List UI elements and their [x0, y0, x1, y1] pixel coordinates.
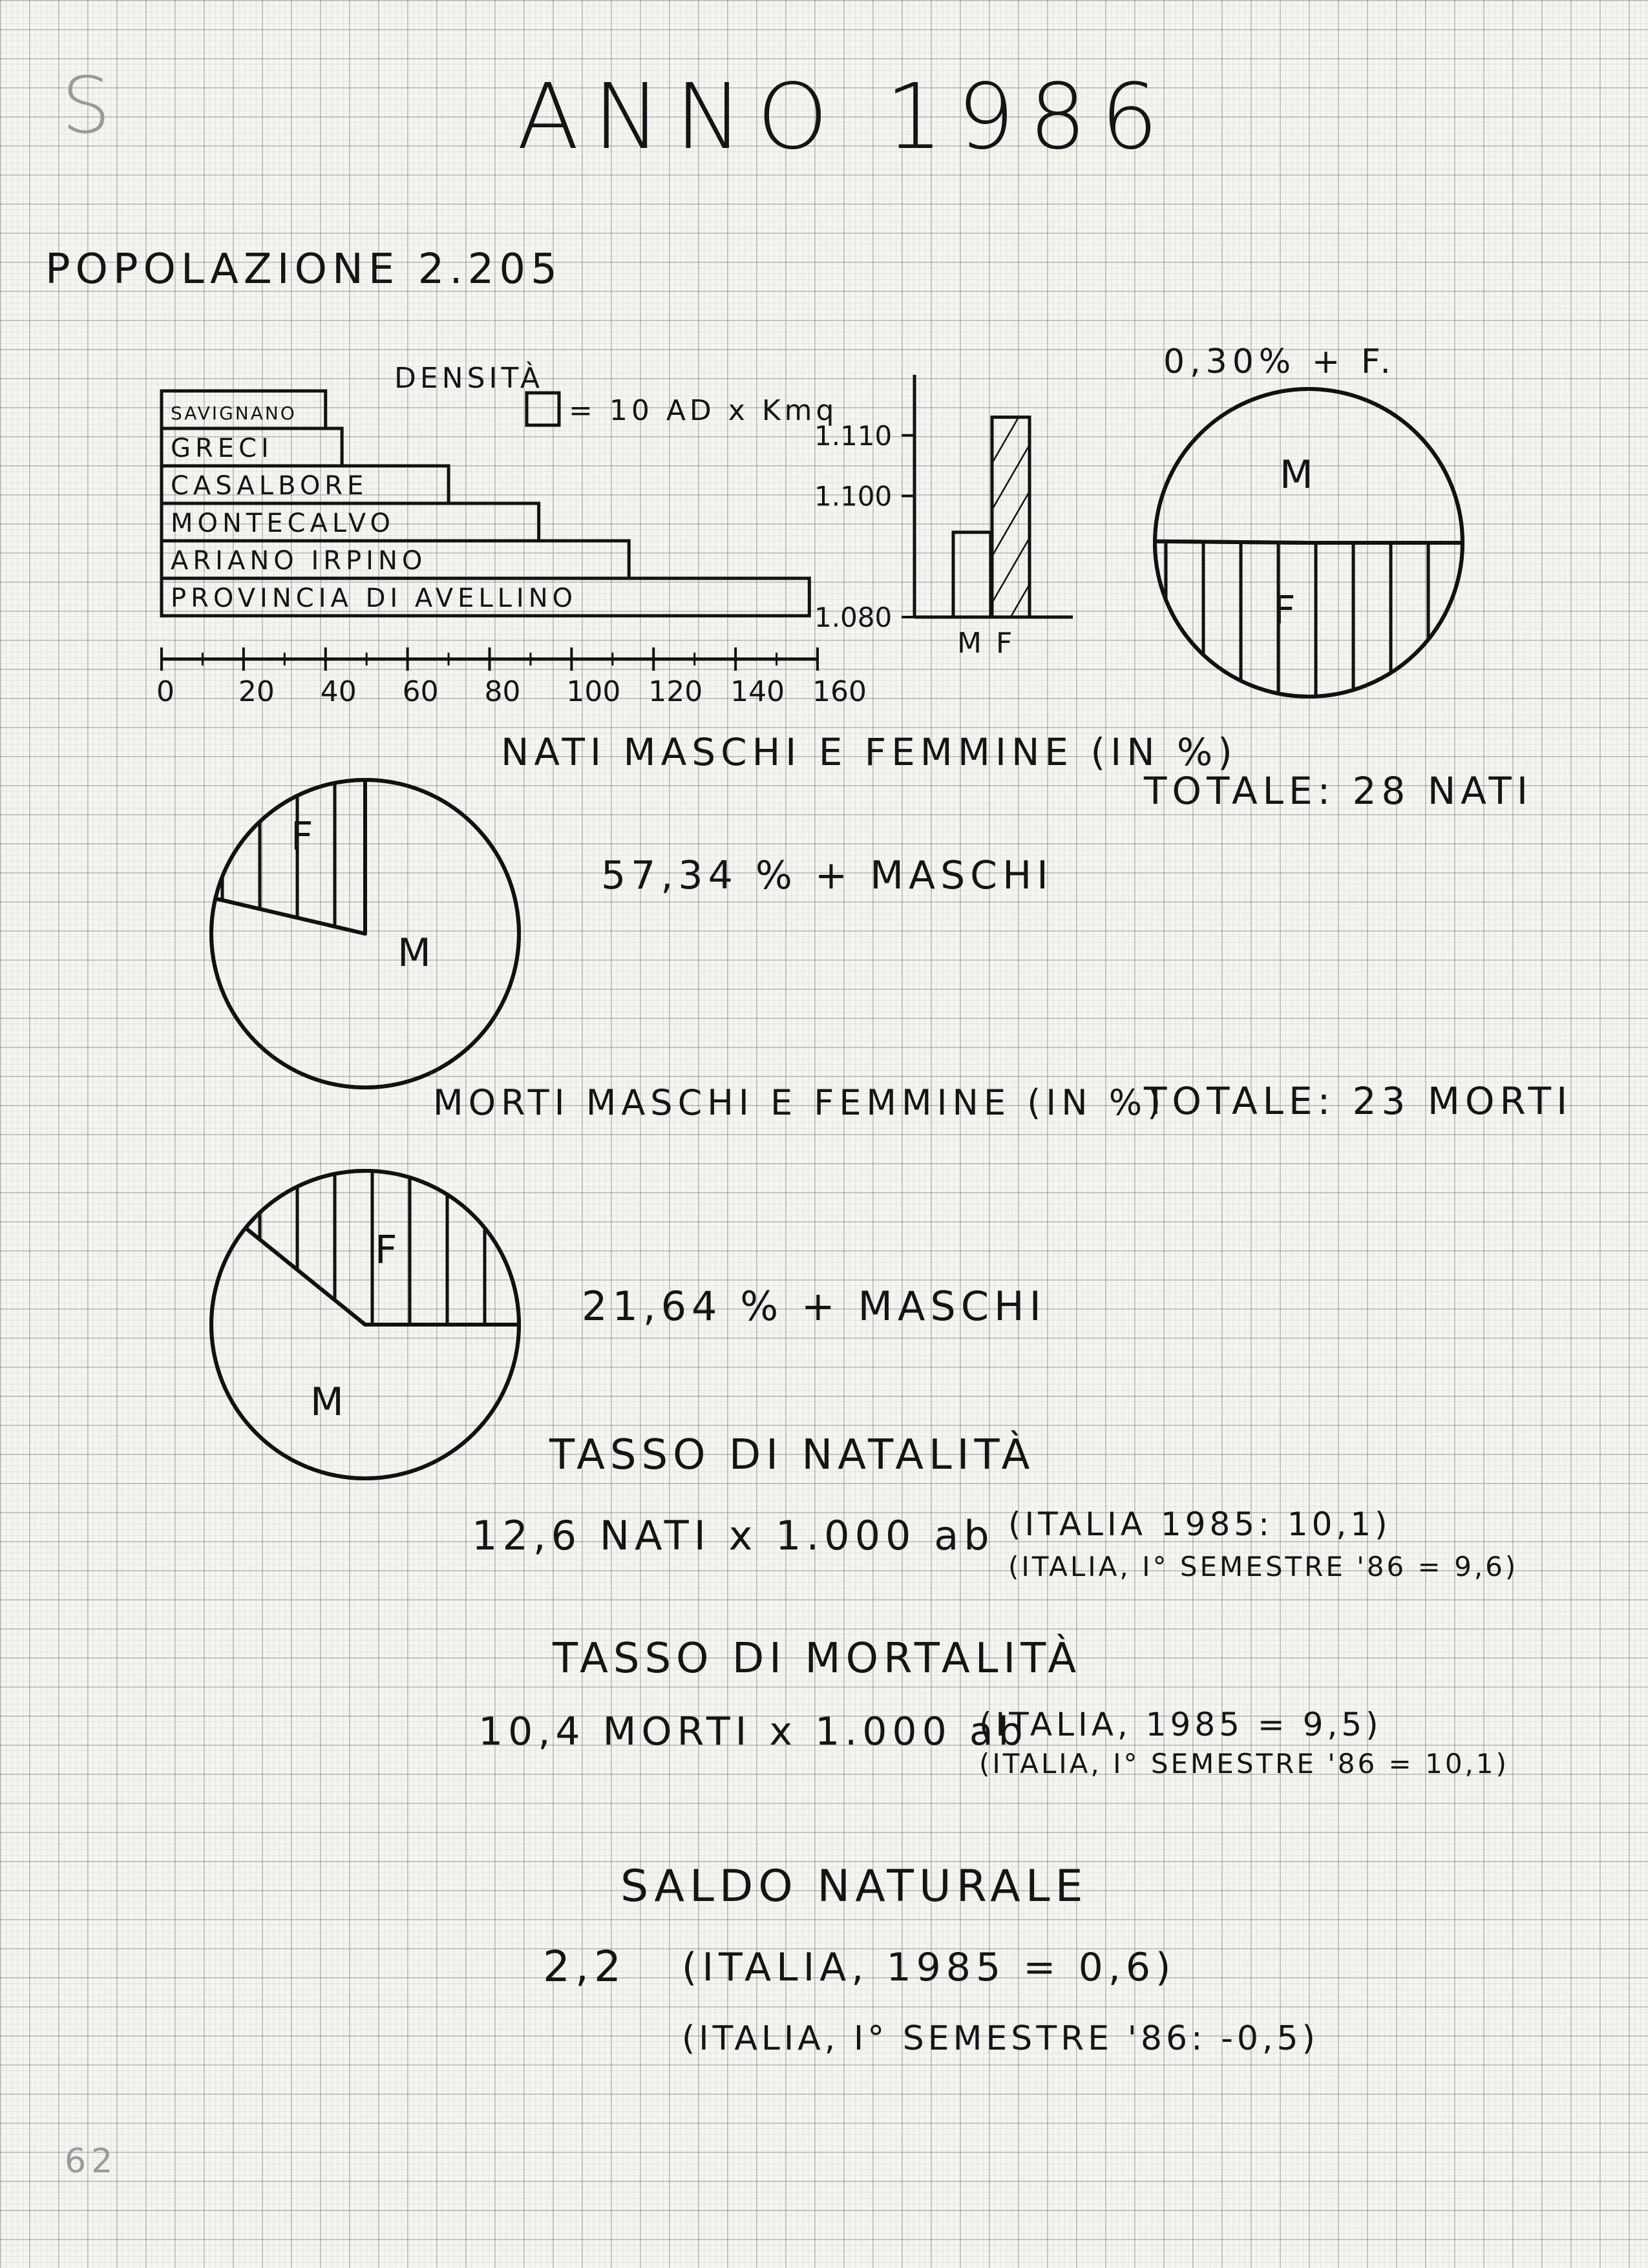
density-tick-label: 80	[484, 675, 521, 708]
density-tick-label: 0	[156, 675, 174, 708]
density-tick-label: 100	[566, 675, 621, 708]
density-bar-label: MONTECALVO	[171, 509, 395, 538]
density-bar-label: GRECI	[171, 434, 273, 463]
pie-label-f: F	[1273, 588, 1296, 633]
births-heading: NATI MASCHI E FEMMINE (IN %)	[501, 730, 1238, 774]
saldo-value: 2,2	[543, 1942, 626, 1991]
density-tick-label: 140	[730, 675, 785, 708]
pie-label-m: M	[397, 930, 431, 976]
births-total: TOTALE: 28 NATI	[1144, 769, 1533, 813]
saldo-heading: SALDO NATURALE	[620, 1861, 1088, 1912]
saldo-italy-1986: (ITALIA, I° SEMESTRE '86: -0,5)	[682, 2019, 1319, 2058]
density-bar-label: CASALBORE	[171, 471, 368, 501]
births-pie	[204, 772, 527, 1095]
sex-tick-label: 1.080	[814, 602, 893, 633]
sex-tick-label: 1.110	[814, 419, 893, 452]
population-label: POPOLAZIONE 2.205	[45, 246, 562, 293]
sex-bar-label: F	[996, 627, 1013, 660]
density-tick-label: 160	[812, 675, 867, 708]
population-pie	[1147, 381, 1470, 704]
mortality-heading: TASSO DI MORTALITÀ	[553, 1635, 1082, 1683]
sex-bar-label: M	[957, 627, 982, 660]
mortality-italy-1985: (ITALIA, 1985 = 9,5)	[979, 1706, 1382, 1743]
page-title: ANNO 1986	[517, 65, 1173, 170]
sex-bar-chart	[808, 362, 1079, 672]
pie-label-f: F	[291, 814, 313, 859]
births-excess: 57,34 % + MASCHI	[601, 853, 1053, 898]
density-tick-label: 60	[402, 675, 439, 708]
pie-slice-f	[1155, 541, 1463, 697]
density-tick-label: 40	[320, 675, 357, 708]
sex-ticks	[814, 420, 914, 633]
sex-bar	[953, 532, 991, 617]
sex-bar	[992, 417, 1030, 617]
pie-label-f: F	[375, 1228, 397, 1273]
density-tick-label: 20	[238, 675, 275, 708]
density-label: DENSITÀ	[394, 362, 544, 395]
natality-heading: TASSO DI NATALITÀ	[549, 1431, 1035, 1479]
deaths-pie	[204, 1163, 527, 1486]
deaths-total: TOTALE: 23 MORTI	[1144, 1079, 1573, 1123]
natality-italy-1985: (ITALIA 1985: 10,1)	[1008, 1506, 1391, 1543]
natality-italy-1986: (ITALIA, I° SEMESTRE '86 = 9,6)	[1008, 1551, 1519, 1582]
pie-label-m: M	[1280, 452, 1313, 498]
density-legend-text: = 10 AD x Kmq	[569, 394, 838, 427]
sex-bars	[953, 417, 1030, 660]
sex-excess-label: 0,30% + F.	[1163, 342, 1396, 381]
mortality-value: 10,4 MORTI x 1.000 ab	[478, 1709, 1028, 1754]
natality-value: 12,6 NATI x 1.000 ab	[472, 1512, 995, 1559]
density-legend-square	[527, 393, 559, 425]
deaths-excess: 21,64 % + MASCHI	[582, 1283, 1046, 1330]
deaths-heading: MORTI MASCHI E FEMMINE (IN %)	[433, 1082, 1167, 1123]
density-bar-label: SAVIGNANO	[171, 403, 297, 424]
density-bar-label: ARIANO IRPINO	[171, 546, 427, 576]
sex-tick-label: 1.100	[814, 480, 893, 512]
page-number: 62	[65, 2142, 118, 2181]
mortality-italy-1986: (ITALIA, I° SEMESTRE '86 = 10,1)	[979, 1748, 1509, 1780]
density-bar-label: PROVINCIA DI AVELLINO	[171, 583, 578, 613]
corner-mark: S	[61, 61, 116, 151]
pie-label-m: M	[310, 1380, 344, 1425]
saldo-italy-1985: (ITALIA, 1985 = 0,6)	[682, 1945, 1176, 1990]
density-ticks	[156, 647, 867, 708]
density-tick-label: 120	[648, 675, 703, 708]
